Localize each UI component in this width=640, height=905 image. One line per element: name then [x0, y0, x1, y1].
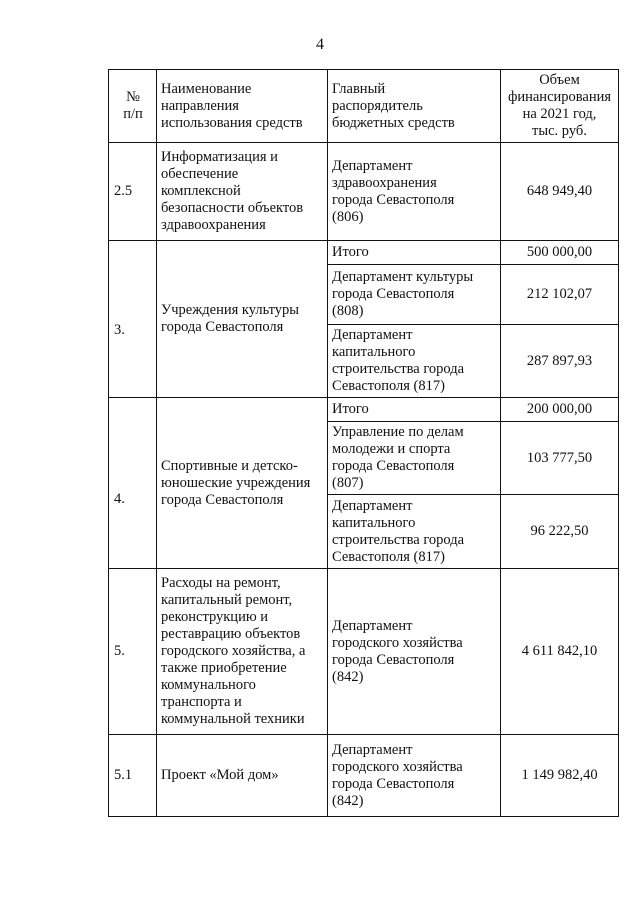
row-number: 3. [109, 241, 157, 398]
table-row [109, 143, 619, 241]
row-amount: 1 149 982,40 [501, 735, 619, 817]
row-dept: Департамент капитального строительства города Севастополя (817) [328, 325, 501, 398]
row-dept: Департамент капитального строительства города Севастополя (817) [328, 495, 501, 569]
funding-table [108, 69, 619, 817]
row-number: 2.5 [109, 143, 157, 241]
row-total-amount: 500 000,00 [501, 241, 619, 265]
row-amount: 287 897,93 [501, 325, 619, 398]
page-number: 4 [316, 36, 324, 53]
row-dept: Департамент здравоохранения города Севастополя (806) [328, 143, 501, 241]
header-name: Наименование направления использования средств [157, 70, 328, 143]
row-amount: 648 949,40 [501, 143, 619, 241]
row-total-amount: 200 000,00 [501, 398, 619, 422]
table-row [109, 735, 619, 817]
table-row [109, 398, 619, 422]
table-row [109, 241, 619, 265]
row-amount: 212 102,07 [501, 265, 619, 325]
table-header-row [109, 70, 619, 143]
row-name: Спортивные и детско- юношеские учреждения города Севастополя [157, 398, 328, 569]
row-amount: 4 611 842,10 [501, 569, 619, 735]
row-dept: Департамент городского хозяйства города Севастополя (842) [328, 735, 501, 817]
row-number: 4. [109, 398, 157, 569]
row-name: Проект «Мой дом» [157, 735, 328, 817]
row-dept: Управление по делам молодежи и спорта города Севастополя (807) [328, 422, 501, 495]
header-dept: Главный распорядитель бюджетных средств [328, 70, 501, 143]
row-name: Информатизация и обеспечение комплексной безопасности объектов здравоохранения [157, 143, 328, 241]
header-num: № п/п [109, 70, 157, 143]
row-name: Учреждения культуры города Севастополя [157, 241, 328, 398]
row-total-label: Итого [328, 241, 501, 265]
row-amount: 103 777,50 [501, 422, 619, 495]
row-dept: Департамент культуры города Севастополя (808) [328, 265, 501, 325]
row-name: Расходы на ремонт, капитальный ремонт, реконструкцию и реставрацию объектов городского хозяйства, а также приобретение коммунального транспорта и коммунальной техники [157, 569, 328, 735]
row-amount: 96 222,50 [501, 495, 619, 569]
row-number: 5.1 [109, 735, 157, 817]
row-number: 5. [109, 569, 157, 735]
row-total-label: Итого [328, 398, 501, 422]
header-amount: Объем финансирования на 2021 год, тыс. руб. [501, 70, 619, 143]
row-dept: Департамент городского хозяйства города Севастополя (842) [328, 569, 501, 735]
table-row [109, 569, 619, 735]
